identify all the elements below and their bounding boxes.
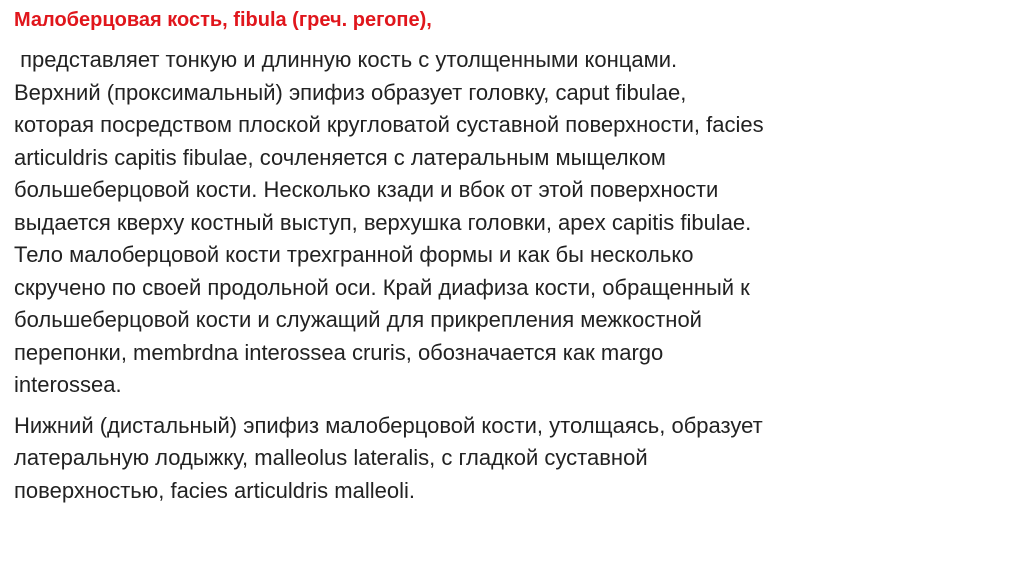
text-line: поверхностью, facies articuldris malleoli. <box>14 477 415 503</box>
text-line: представляет тонкую и длинную кость с утолщенными концами. <box>14 47 678 72</box>
slide-body <box>14 44 1004 507</box>
text-line: Верхний (проксимальный) эпифиз образует головку, caput fibulae, <box>14 79 687 105</box>
text-line: латеральную лодыжку, malleolus lateralis, с гладкой суставной <box>14 445 648 470</box>
text-line: большеберцовой кости. Несколько кзади и вбок от этой поверхности <box>14 177 719 202</box>
paragraph-proximal <box>14 44 1004 402</box>
text-line: выдается кверху костный выступ, верхушка головки, apex capitis fibulae. <box>14 209 752 235</box>
slide-title: Малоберцовая кость, fibula (греч. регопе), <box>14 9 432 31</box>
text-line: Тело малоберцовой кости трехгранной формы и как бы несколько <box>14 242 694 267</box>
text-line: которая посредством плоской кругловатой суставной поверхности, facies <box>14 112 764 137</box>
text-line: перепонки, membrdna interossea cruris, обозначается как margo <box>14 339 664 365</box>
text-line: скручено по своей продольной оси. Край диафиза кости, обращенный к <box>14 274 750 300</box>
paragraph-distal <box>14 410 1004 508</box>
text-line: Нижний (дистальный) эпифиз малоберцовой кости, утолщаясь, образует <box>14 412 763 438</box>
text-line: interossea. <box>14 372 122 397</box>
text-line: articuldris capitis fibulae, сочленяется с латеральным мыщелком <box>14 144 666 170</box>
text-line: большеберцовой кости и служащий для прикрепления межкостной <box>14 307 702 332</box>
